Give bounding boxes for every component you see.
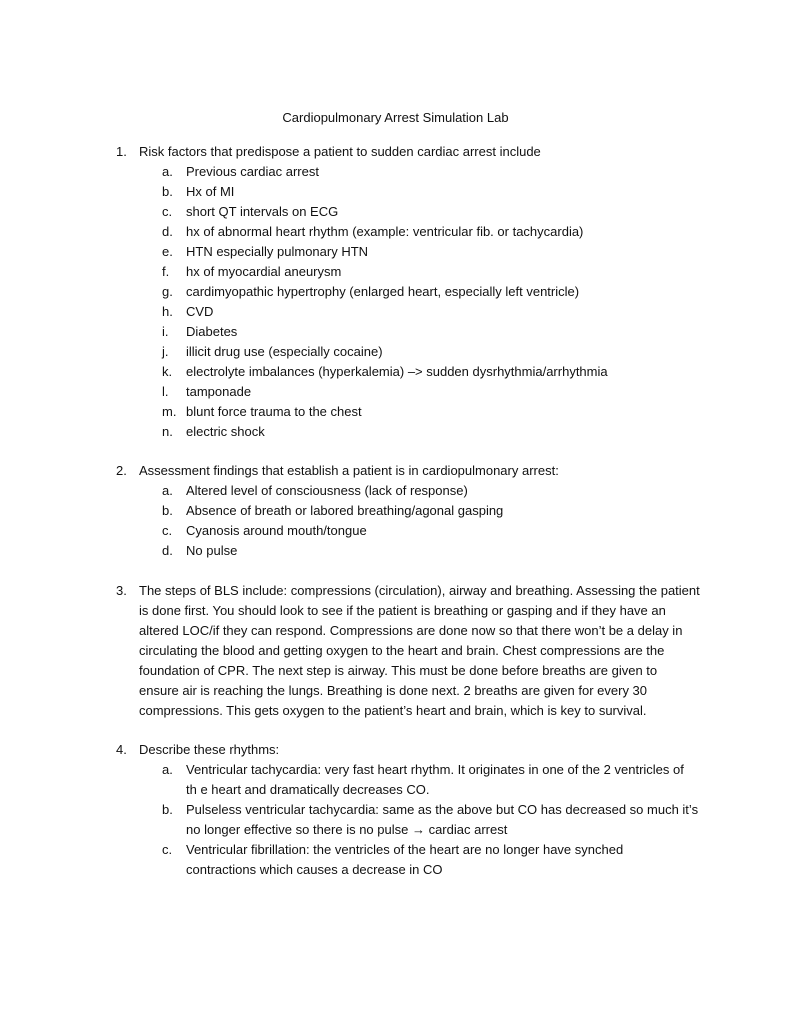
document-title: Cardiopulmonary Arrest Simulation Lab bbox=[282, 110, 509, 125]
list-item-letter: m. bbox=[162, 404, 177, 419]
list-item-letter: b. bbox=[162, 184, 173, 199]
list-item bbox=[0, 282, 791, 302]
list-item-text: cardimyopathic hypertrophy (enlarged heart, especially left ventricle) bbox=[186, 284, 580, 299]
list-item bbox=[0, 322, 791, 342]
paragraph-line: altered LOC/if they can respond. Compressions are done now so that there won’t be a delay in bbox=[139, 623, 683, 638]
list-item-letter: e. bbox=[162, 244, 173, 259]
list-item-letter: j. bbox=[162, 344, 169, 359]
question-text: Describe these rhythms: bbox=[139, 742, 280, 757]
list-item-letter: l. bbox=[162, 384, 169, 399]
list-item bbox=[0, 382, 791, 402]
list-item-line: no longer effective so there is no pulse → cardiac arrest bbox=[186, 822, 508, 837]
list-item bbox=[0, 501, 791, 521]
list-item-letter: g. bbox=[162, 284, 173, 299]
list-item-letter: k. bbox=[162, 364, 173, 379]
question-number: 2. bbox=[116, 463, 127, 478]
question-number: 1. bbox=[116, 144, 127, 159]
list-item-text: Altered level of consciousness (lack of response) bbox=[186, 483, 468, 498]
list-item bbox=[0, 342, 791, 362]
list-item bbox=[0, 541, 791, 561]
question-2 bbox=[0, 461, 791, 561]
paragraph-line: ensure air is reaching the lungs. Breathing is done next. 2 breaths are given for every 30 bbox=[139, 683, 648, 698]
list-item bbox=[0, 242, 791, 262]
list-item bbox=[0, 202, 791, 222]
list-item-line: Ventricular fibrillation: the ventricles of the heart are no longer have synched bbox=[186, 842, 624, 857]
list-item bbox=[0, 481, 791, 501]
list-item-text: Previous cardiac arrest bbox=[186, 164, 319, 179]
list-item bbox=[0, 222, 791, 242]
list-item-line: contractions which causes a decrease in CO bbox=[186, 862, 443, 877]
list-item bbox=[0, 302, 791, 322]
list-item-letter: c. bbox=[162, 842, 173, 857]
list-item-text: CVD bbox=[186, 304, 214, 319]
question-text: Risk factors that predispose a patient to sudden cardiac arrest include bbox=[139, 144, 541, 159]
list-item-text: Diabetes bbox=[186, 324, 238, 339]
list-item-text: HTN especially pulmonary HTN bbox=[186, 244, 369, 259]
list-item-letter: f. bbox=[162, 264, 170, 279]
list-item bbox=[0, 362, 791, 382]
list-item-line: Ventricular tachycardia: very fast heart rhythm. It originates in one of the 2 ventricles of bbox=[186, 762, 684, 777]
list-item-text: electrolyte imbalances (hyperkalemia) –> sudden dysrhythmia/arrhythmia bbox=[186, 364, 608, 379]
paragraph-line: circulating the blood and getting oxygen to the heart and brain. Chest compressions are the bbox=[139, 643, 665, 658]
question-number: 4. bbox=[116, 742, 127, 757]
list-item-letter: a. bbox=[162, 164, 173, 179]
list-item-letter: c. bbox=[162, 523, 173, 538]
list-item-text: Absence of breath or labored breathing/agonal gasping bbox=[186, 503, 504, 518]
list-item-letter: a. bbox=[162, 762, 173, 777]
question-1 bbox=[0, 142, 791, 442]
list-item bbox=[0, 402, 791, 422]
list-item-text: No pulse bbox=[186, 543, 238, 558]
list-item-line: th e heart and dramatically decreases CO. bbox=[186, 782, 430, 797]
list-item-letter: i. bbox=[162, 324, 169, 339]
list-item bbox=[0, 182, 791, 202]
list-item-text: hx of abnormal heart rhythm (example: ventricular fib. or tachycardia) bbox=[186, 224, 584, 239]
question-text: Assessment findings that establish a patient is in cardiopulmonary arrest: bbox=[139, 463, 559, 478]
paragraph-line: The steps of BLS include: compressions (circulation), airway and breathing. Assessing the patient bbox=[139, 583, 700, 598]
list-item-letter: d. bbox=[162, 224, 173, 239]
list-item bbox=[0, 521, 791, 541]
paragraph-line: compressions. This gets oxygen to the patient’s heart and brain, which is key to survival. bbox=[139, 703, 647, 718]
question-4 bbox=[0, 740, 791, 880]
question-3 bbox=[0, 581, 791, 721]
paragraph-line: foundation of CPR. The next step is airway. This must be done before breaths are given to bbox=[139, 663, 658, 678]
list-item-letter: a. bbox=[162, 483, 173, 498]
list-item-text: blunt force trauma to the chest bbox=[186, 404, 362, 419]
list-item-text: electric shock bbox=[186, 424, 265, 439]
question-number: 3. bbox=[116, 583, 127, 598]
list-item-letter: h. bbox=[162, 304, 173, 319]
list-item-text: Cyanosis around mouth/tongue bbox=[186, 523, 367, 538]
paragraph bbox=[116, 581, 700, 721]
list-item-text: short QT intervals on ECG bbox=[186, 204, 339, 219]
paragraph-line: is done first. You should look to see if the patient is breathing or gasping and if they have an bbox=[139, 603, 666, 618]
list-item bbox=[0, 840, 791, 880]
list-item-text: hx of myocardial aneurysm bbox=[186, 264, 342, 279]
list-item bbox=[0, 800, 791, 840]
list-item bbox=[0, 422, 791, 442]
list-item-letter: d. bbox=[162, 543, 173, 558]
list-item-line: Pulseless ventricular tachycardia: same as the above but CO has decreased so much it’s bbox=[186, 802, 699, 817]
list-item bbox=[0, 162, 791, 182]
list-item-text: illicit drug use (especially cocaine) bbox=[186, 344, 383, 359]
list-item-letter: b. bbox=[162, 503, 173, 518]
list-item-letter: c. bbox=[162, 204, 173, 219]
list-item-text: tamponade bbox=[186, 384, 252, 399]
list-item-text: Hx of MI bbox=[186, 184, 235, 199]
list-item-letter: b. bbox=[162, 802, 173, 817]
list-item bbox=[0, 262, 791, 282]
list-item-letter: n. bbox=[162, 424, 173, 439]
list-item bbox=[0, 760, 791, 800]
